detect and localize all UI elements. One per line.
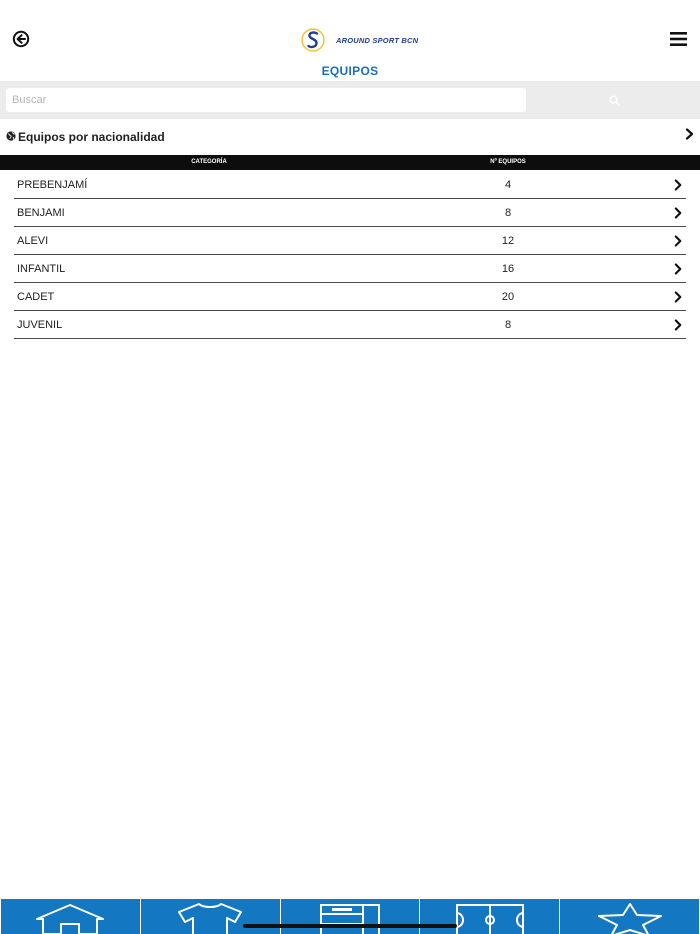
row-team-count: 8	[504, 319, 512, 331]
category-table	[14, 171, 686, 339]
tab-favorites[interactable]	[559, 899, 700, 934]
search-input[interactable]	[6, 88, 526, 112]
table-row[interactable]	[14, 227, 686, 255]
chevron-right-icon	[674, 207, 682, 219]
column-header-team-count: Nº EQUIPOS	[490, 159, 526, 165]
search-bar	[0, 81, 700, 119]
shirt-icon	[175, 902, 245, 934]
bottom-tab-bar	[0, 899, 700, 934]
field-icon	[455, 902, 525, 934]
nationality-teams-link[interactable]	[0, 122, 700, 152]
nationality-link-label: Equipos por nacionalidad	[18, 130, 165, 144]
row-team-count: 12	[501, 235, 515, 247]
home-icon	[35, 902, 105, 934]
table-row[interactable]	[14, 171, 686, 199]
logo-mark-icon	[300, 27, 326, 53]
star-icon	[595, 902, 665, 934]
row-category: ALEVI	[17, 235, 49, 247]
search-button[interactable]	[528, 88, 700, 112]
row-team-count: 4	[504, 179, 512, 191]
row-category: BENJAMI	[17, 207, 65, 219]
page-title: EQUIPOS	[321, 64, 379, 78]
chevron-right-icon	[685, 128, 694, 140]
search-icon	[609, 95, 620, 106]
row-category: PREBENJAMÍ	[17, 179, 88, 191]
row-team-count: 20	[501, 291, 515, 303]
chevron-right-icon	[674, 235, 682, 247]
tab-results[interactable]	[280, 899, 420, 934]
logo-text: AROUND SPORT BCN	[336, 35, 419, 45]
tab-home[interactable]	[0, 899, 140, 934]
globe-icon	[6, 131, 16, 141]
home-indicator	[243, 924, 457, 928]
app-logo	[300, 27, 418, 53]
row-category: CADET	[17, 291, 55, 303]
table-row[interactable]	[14, 311, 686, 339]
chevron-right-icon	[674, 263, 682, 275]
hamburger-menu-icon[interactable]	[670, 31, 687, 47]
table-header	[0, 155, 700, 170]
table-row[interactable]	[14, 283, 686, 311]
row-team-count: 8	[504, 207, 512, 219]
tab-fields[interactable]	[419, 899, 559, 934]
table-row[interactable]	[14, 255, 686, 283]
column-header-category: CATEGORÍA	[191, 159, 227, 165]
chevron-right-icon	[674, 319, 682, 331]
row-category: INFANTIL	[17, 263, 66, 275]
tab-teams[interactable]	[140, 899, 280, 934]
chevron-right-icon	[674, 179, 682, 191]
chevron-right-icon	[674, 291, 682, 303]
row-category: JUVENIL	[17, 319, 63, 331]
table-row[interactable]	[14, 199, 686, 227]
scoreboard-icon	[315, 902, 385, 934]
row-team-count: 16	[501, 263, 515, 275]
back-arrow-icon[interactable]	[12, 30, 30, 48]
top-bar	[0, 0, 700, 62]
